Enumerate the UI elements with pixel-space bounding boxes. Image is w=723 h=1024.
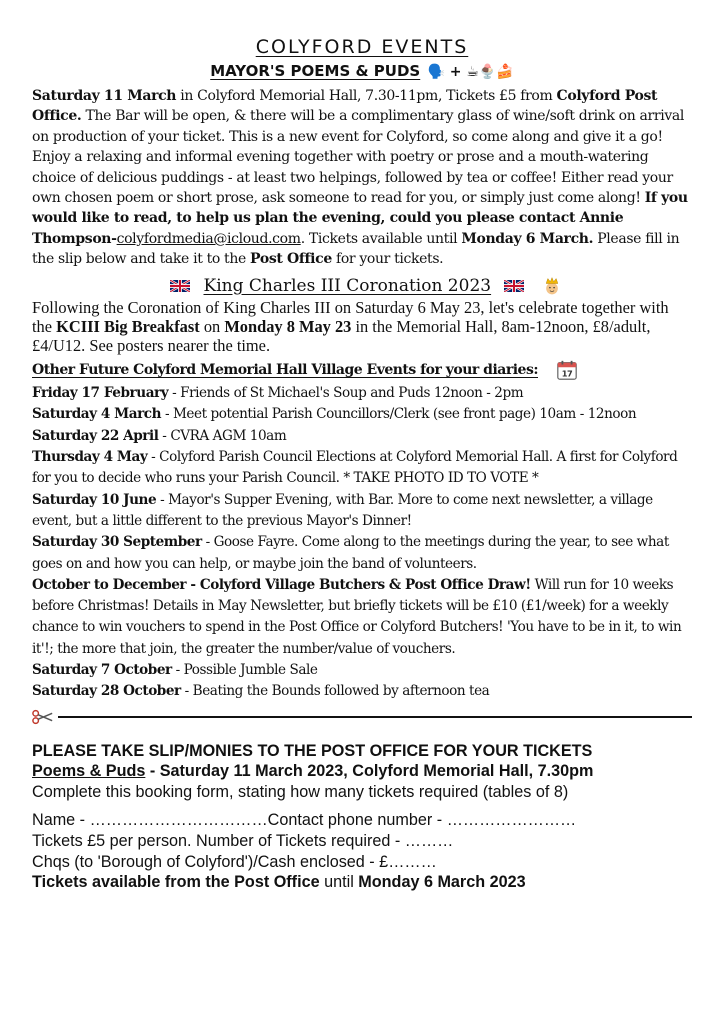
event-date: Saturday 4 March (32, 406, 162, 423)
slip-instructions: Complete this booking form, stating how many tickets required (tables of 8) (32, 782, 569, 801)
coronation-event-name: KCIII Big Breakfast (56, 317, 200, 337)
poems-text-4: Please fill in the slip below and take it to the (32, 230, 680, 268)
event-item (32, 404, 692, 425)
coronation-text-1: Following the Coronation of King Charles III on Saturday 6 May 23, let's celebrate together with the (32, 298, 669, 337)
event-date: Thursday 4 May (32, 449, 148, 466)
coronation-paragraph (32, 298, 692, 355)
calendar-day: 17 (562, 368, 573, 379)
slip-heading-text: PLEASE TAKE SLIP/MONIES TO THE POST OFFICE FOR YOUR TICKETS (32, 741, 593, 760)
event-text: - Colyford Parish Council Elections at Colyford Memorial Hall. A first for Colyford for you to decide who runs your Parish Council. * TAKE PHOTO ID TO VOTE * (32, 449, 678, 487)
other-events-heading (32, 359, 692, 381)
event-text: - Beating the Bounds followed by afternoon tea (180, 683, 490, 700)
booking-slip (32, 741, 692, 893)
poems-emoji-icons: 🗣️ + ☕🍨🍰 (427, 64, 514, 80)
event-item (32, 490, 692, 533)
email-link[interactable]: colyfordmedia@icloud.com (116, 230, 301, 247)
event-text: - Possible Jumble Sale (171, 662, 318, 679)
event-item (32, 447, 692, 490)
scissors-icon (32, 709, 54, 725)
event-item (32, 426, 692, 447)
cut-line (32, 709, 692, 725)
event-date: October to December - Colyford Village Butchers & Post Office Draw! (32, 576, 531, 593)
page-title: COLYFORD EVENTS (255, 36, 469, 58)
poems-heading-text: MAYOR'S POEMS & PUDS (210, 62, 421, 80)
event-text: - Goose Fayre. Come along to the meetings during the year, to see what goes on and how you can help, or maybe join the band of volunteers. (32, 534, 669, 572)
event-item (32, 532, 692, 575)
newsletter-page (32, 36, 692, 893)
king-crown-icon (542, 276, 562, 296)
calendar-icon (556, 359, 578, 381)
name-phone-field[interactable]: Name - ……………………………Contact phone number - …………………… (32, 811, 577, 830)
slip-availability-mid: until (319, 873, 359, 892)
slip-availability-start: Tickets available from the Post Office (32, 873, 320, 892)
poems-post-office: Colyford Post Office. (32, 88, 658, 125)
coronation-heading (32, 276, 692, 297)
poems-date: Saturday 11 March (32, 88, 177, 104)
event-date: Saturday 30 September (32, 534, 202, 551)
event-date: Saturday 28 October (32, 683, 181, 700)
slip-availability-date: Monday 6 March 2023 (358, 873, 526, 892)
event-text: Will run for 10 weeks before Christmas! Details in May Newsletter, but briefly tickets will be £10 (£1/week) for a weekly chance to win vouchers to spend in the Post Office or Colyford Butchers! 'You have to be in it, to win it'!; the more that join, the greater the number/value of vouchers. (32, 576, 682, 657)
poems-heading (32, 62, 692, 80)
event-text: - Friends of St Michael's Soup and Puds 12noon - 2pm (168, 385, 524, 402)
event-date: Saturday 7 October (32, 662, 172, 679)
poems-text-1: in Colyford Memorial Hall, 7.30-11pm, Tickets £5 from (176, 88, 557, 104)
coronation-heading-text: King Charles III Coronation 2023 (203, 275, 492, 296)
poems-post-office-2: Post Office (250, 251, 332, 268)
slip-event-name: Poems & Puds (32, 762, 146, 781)
event-text: - CVRA AGM 10am (158, 427, 287, 444)
event-item (32, 383, 692, 404)
event-date: Saturday 22 April (32, 427, 159, 444)
event-date: Friday 17 February (32, 385, 169, 402)
poems-text-2: The Bar will be open, & there will be a complimentary glass of wine/soft drink on arrival on production of your ticket. This is a new event for Colyford, so come along and give it a go! Enjoy a relaxing and informal evening together with poetry or prose and a mouth-watering choice of delicious puddings - at least two helpings, followed by tea or coffee! Either read your own chosen poem or short prose, ask someone to read for you, or simply just come along! (32, 108, 685, 207)
slip-heading (32, 741, 692, 762)
union-flag-icon (170, 280, 190, 292)
poems-until-date: Monday 6 March. (461, 230, 594, 247)
event-date: Saturday 10 June (32, 491, 157, 508)
cut-dash-line (58, 716, 692, 718)
event-item (32, 681, 692, 702)
poems-text-3: . Tickets available until (300, 230, 462, 247)
poems-text-5: for your tickets. (331, 251, 444, 268)
coronation-text-2: on (199, 317, 225, 337)
coronation-date: Monday 8 May 23 (224, 317, 352, 337)
tickets-count-field[interactable]: Tickets £5 per person. Number of Tickets required - ……… (32, 831, 454, 850)
poems-contact: If you would like to read, to help us plan the evening, could you please contact Annie Thompson- (32, 190, 688, 247)
event-text: - Meet potential Parish Councillors/Clerk (see front page) 10am - 12noon (161, 406, 637, 423)
slip-availability (32, 872, 692, 893)
other-events-heading-text: Other Future Colyford Memorial Hall Village Events for your diaries: (32, 362, 538, 379)
events-list (32, 383, 692, 702)
coronation-text-3: in the Memorial Hall, 8am-12noon, £8/adult, £4/U12. See posters nearer the time. (32, 317, 651, 356)
cheques-cash-field[interactable]: Chqs (to 'Borough of Colyford')/Cash enclosed - £……… (32, 852, 437, 871)
union-flag-icon (504, 280, 524, 292)
slip-event-details: - Saturday 11 March 2023, Colyford Memorial Hall, 7.30pm (145, 762, 594, 781)
event-text: - Mayor's Supper Evening, with Bar. More to come next newsletter, a village event, but a little different to the previous Mayor's Dinner! (32, 491, 653, 529)
event-item (32, 660, 692, 681)
poems-paragraph (32, 86, 692, 270)
event-item (32, 575, 692, 660)
slip-event-line (32, 761, 692, 782)
